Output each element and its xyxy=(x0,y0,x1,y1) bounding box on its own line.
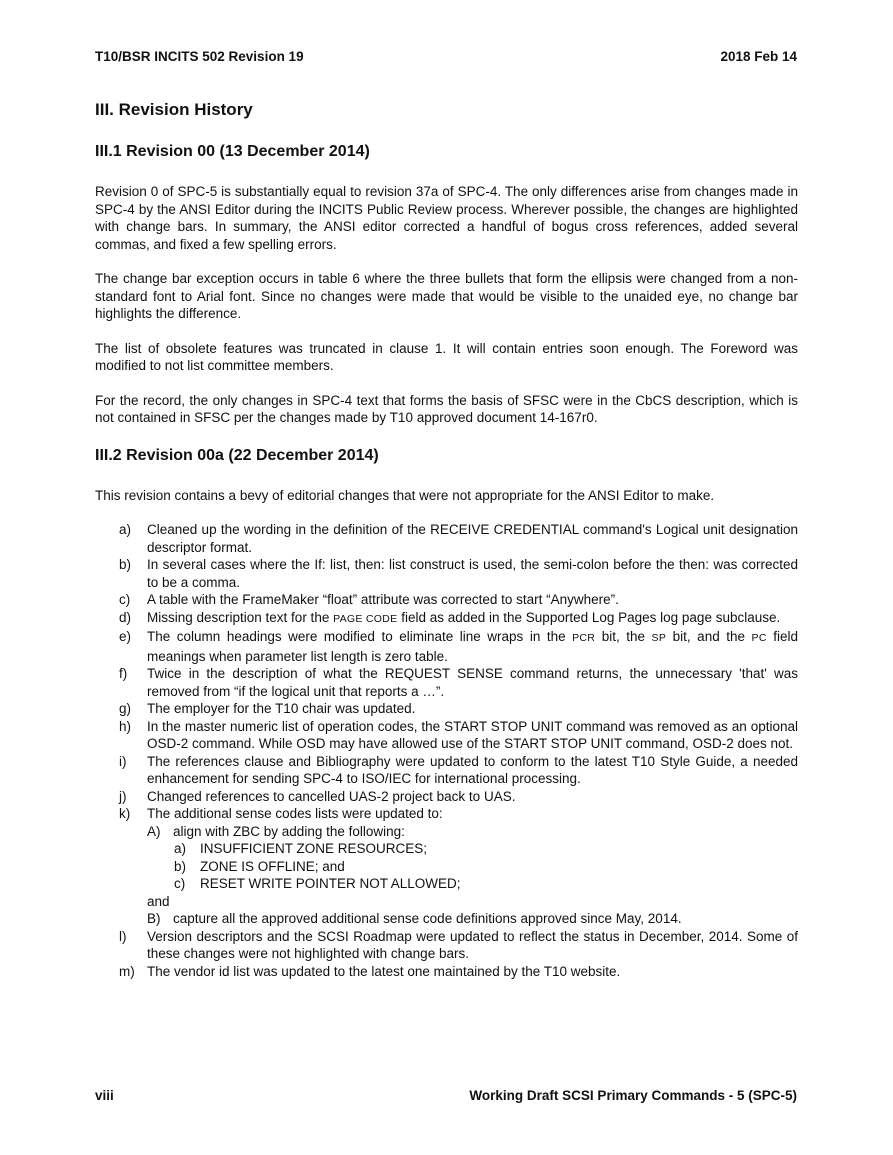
list-item xyxy=(95,521,798,556)
list-marker: i) xyxy=(119,753,127,769)
sub-list-item xyxy=(147,910,798,928)
list-marker: c) xyxy=(174,876,186,891)
list-item-text: ZONE IS OFFLINE; and xyxy=(200,858,345,874)
paragraph: For the record, the only changes in SPC-4 text that forms the basis of SFSC were in the CbCS description, which is not contained in SFSC per the changes made by T10 approved document 14-167r0. xyxy=(95,392,798,425)
list-item-text: Cleaned up the wording in the definition of the RECEIVE CREDENTIAL command's Logical unit designation descriptor format. xyxy=(147,522,798,555)
page-title: III. Revision History xyxy=(95,100,253,119)
list-marker: a) xyxy=(174,841,187,856)
list-marker: A) xyxy=(147,823,161,839)
list-marker: g) xyxy=(119,701,132,716)
list-item xyxy=(95,665,798,700)
page-content xyxy=(95,100,798,980)
list-marker: e) xyxy=(119,629,132,644)
sense-code-item xyxy=(147,840,798,858)
paragraph: The change bar exception occurs in table 6 where the three bullets that form the ellipsis were changed from a non-standard font to Arial font. Since no changes were made that would be visible to the unaided eye, no change bar highlights the difference. xyxy=(95,271,798,321)
list-item-text: bit, the xyxy=(595,629,652,644)
sense-code-list xyxy=(147,840,798,893)
list-item xyxy=(95,963,798,981)
list-item-text: capture all the approved additional sense code definitions approved since May, 2014. xyxy=(173,911,682,926)
list-item-text: Twice in the description of what the REQUEST SENSE command returns, the unnecessary 'that' was removed from “if the logical unit that reports a …”. xyxy=(147,666,798,699)
sense-code-item xyxy=(147,875,798,893)
list-item xyxy=(95,700,798,718)
list-item-text: The vendor id list was updated to the latest one maintained by the T10 website. xyxy=(147,963,621,979)
list-item-text: field meanings when parameter list length is zero table. xyxy=(147,629,798,664)
paragraph: This revision contains a bevy of editorial changes that were not appropriate for the ANSI Editor to make. xyxy=(95,487,715,503)
section-heading-rev00: III.1 Revision 00 (13 December 2014) xyxy=(95,143,370,160)
list-item xyxy=(95,591,798,609)
field-name: PC xyxy=(751,632,767,644)
field-name: PAGE CODE xyxy=(333,612,398,625)
list-item-text: field as added in the Supported Log Pages log page subclause. xyxy=(397,609,781,625)
list-item xyxy=(95,805,798,928)
footer-document-title: Working Draft SCSI Primary Commands - 5 (SPC-5) xyxy=(469,1088,797,1103)
list-item xyxy=(95,788,798,806)
list-item-text: Changed references to cancelled UAS-2 project back to UAS. xyxy=(147,788,516,804)
list-item-text: Version descriptors and the SCSI Roadmap were updated to reflect the status in December, 2014. Some of these changes were not highlighted with change bars. xyxy=(147,928,798,961)
list-item-text: The employer for the T10 chair was updated. xyxy=(147,701,416,716)
footer-page-number: viii xyxy=(95,1088,114,1103)
list-item-text: Missing description text for the xyxy=(147,609,334,625)
list-item xyxy=(95,753,798,788)
list-marker: b) xyxy=(119,557,132,572)
header-date: 2018 Feb 14 xyxy=(720,49,797,64)
sub-list xyxy=(147,823,798,841)
sub-list-item xyxy=(147,823,798,841)
list-item xyxy=(95,628,798,665)
list-marker: b) xyxy=(174,858,187,874)
list-marker: a) xyxy=(119,522,132,537)
list-item-text: A table with the FrameMaker “float” attribute was corrected to start “Anywhere”. xyxy=(147,592,619,607)
paragraph: Revision 0 of SPC-5 is substantially equal to revision 37a of SPC-4. The only differences arise from changes made in SPC-4 by the ANSI Editor during the INCITS Public Review process. Wherever possible, the changes are highlighted with change bars. In summary, the ANSI editor corrected a handful of bogus cross references, added several commas, and fixed a few spelling errors. xyxy=(95,184,798,252)
list-marker: c) xyxy=(119,592,131,607)
paragraph: The list of obsolete features was truncated in clause 1. It will contain entries soon enough. The Foreword was modified to not list committee members. xyxy=(95,340,798,373)
list-item-text: In the master numeric list of operation codes, the START STOP UNIT command was removed as an optional OSD-2 command. While OSD may have allowed use of the START STOP UNIT command, OSD-2 does not. xyxy=(147,718,798,751)
change-list xyxy=(95,521,798,980)
list-item-text: align with ZBC by adding the following: xyxy=(173,823,405,839)
section-heading-rev00a: III.2 Revision 00a (22 December 2014) xyxy=(95,446,379,464)
list-item-text: In several cases where the If: list, then: list construct is used, the semi-colon before the then: was corrected to be a comma. xyxy=(147,557,798,590)
list-marker: m) xyxy=(119,963,135,979)
list-marker: l) xyxy=(119,928,127,944)
list-item xyxy=(95,609,798,629)
list-item xyxy=(95,718,798,753)
list-marker: k) xyxy=(119,806,131,821)
list-marker: h) xyxy=(119,718,132,734)
sub-list xyxy=(147,910,798,928)
list-marker: d) xyxy=(119,609,132,625)
sense-code-item xyxy=(147,858,798,876)
connector-text: and xyxy=(147,893,170,909)
list-marker: f) xyxy=(119,666,128,681)
list-item xyxy=(95,928,798,963)
list-item-text: The references clause and Bibliography were updated to conform to the latest T10 Style Guide, a needed enhancement for sending SPC-4 to ISO/IEC for international processing. xyxy=(147,753,798,786)
list-marker: B) xyxy=(147,911,161,926)
list-marker: j) xyxy=(119,788,127,804)
list-item-text: The additional sense codes lists were updated to: xyxy=(147,806,443,821)
field-name: PCR xyxy=(572,632,596,644)
list-item-text: The column headings were modified to eliminate line wraps in the xyxy=(147,629,573,644)
list-item-text: bit, and the xyxy=(666,629,752,644)
list-item xyxy=(95,556,798,591)
list-item-text: RESET WRITE POINTER NOT ALLOWED; xyxy=(200,876,461,891)
field-name: SP xyxy=(651,632,667,644)
list-item-text: INSUFFICIENT ZONE RESOURCES; xyxy=(200,841,428,856)
header-document-id: T10/BSR INCITS 502 Revision 19 xyxy=(95,49,304,64)
